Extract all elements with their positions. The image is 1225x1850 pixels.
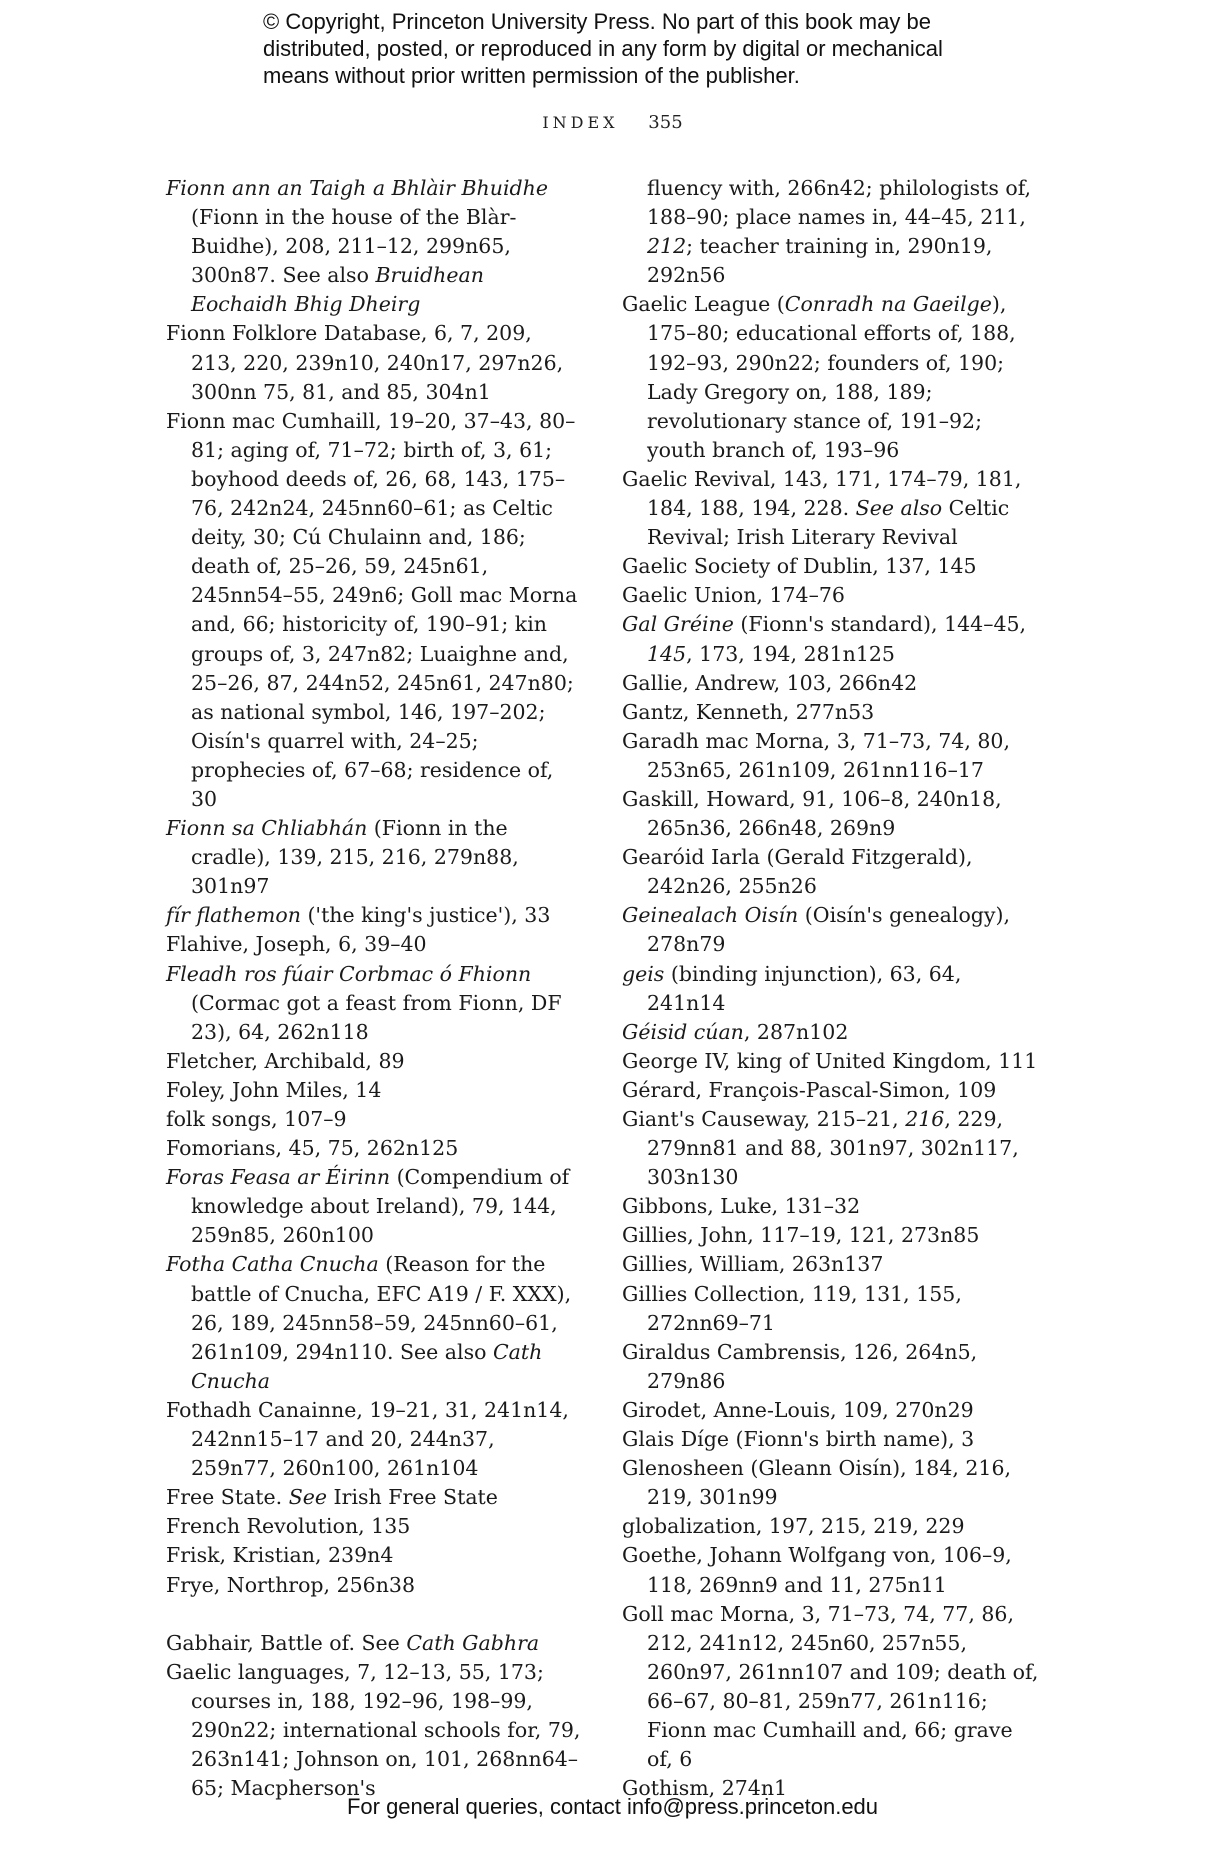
entry-text: (Reason for the battle of Cnucha, EFC A19 / F. XXX), 26, 189, 245nn58–59, 245nn60–61, 261n109, 294n110. See also	[191, 1252, 572, 1364]
index-entry	[622, 1396, 1042, 1425]
index-entry	[166, 174, 582, 319]
index-entry	[622, 1541, 1042, 1599]
entry-text: Frye, Northrop, 256n38	[166, 1572, 416, 1597]
entry-text: Gérard, François-Pascal-Simon, 109	[622, 1077, 997, 1102]
entry-text: ('the king's justice'), 33	[300, 903, 551, 928]
entry-text: Garadh mac Morna, 3, 71–73, 74, 80, 253n65, 261n109, 261nn116–17	[622, 728, 1010, 782]
index-entry	[622, 669, 1042, 698]
entry-italic-text: geis	[622, 961, 665, 986]
entry-text: Foley, John Miles, 14	[166, 1077, 382, 1102]
index-entry	[166, 1629, 582, 1658]
index-entry	[622, 1600, 1042, 1775]
entry-text: Gaelic Society of Dublin, 137, 145	[622, 554, 977, 579]
entry-italic-text: Bruidhean Eochaidh Bhig Dheirg	[191, 263, 484, 317]
entry-text: Giraldus Cambrensis, 126, 264n5, 279n86	[622, 1339, 978, 1393]
entry-text: Glais Díge (Fionn's birth name), 3	[622, 1427, 975, 1452]
entry-text: George IV, king of United Kingdom, 111	[622, 1048, 1038, 1073]
entry-text: , 229, 279nn81 and 88, 301n97, 302n117, 303n130	[647, 1107, 1019, 1190]
index-entry	[166, 1571, 582, 1600]
entry-italic-text: 216	[905, 1107, 945, 1131]
entry-text: Giant's Causeway, 215–21,	[622, 1107, 906, 1131]
page-number: 355	[648, 112, 683, 133]
entry-text: French Revolution, 135	[166, 1514, 411, 1539]
entry-text: (Fionn's standard), 144–45,	[733, 612, 1027, 637]
entry-text: (binding injunction), 63, 64, 241n14	[647, 961, 962, 1015]
index-entry	[622, 1076, 1042, 1105]
entry-italic-text: 212	[647, 234, 687, 259]
entry-italic-text: Conradh na Gaeilge	[784, 292, 992, 317]
entry-text: Gearóid Iarla (Gerald Fitzgerald), 242n26, 255n26	[622, 845, 973, 899]
index-entry	[166, 1163, 582, 1250]
index-entry	[622, 581, 1042, 610]
copyright-line: distributed, posted, or reproduced in any form by digital or mechanical	[263, 36, 943, 61]
entry-text: (Cormac got a feast from Fionn, DF 23), 64, 262n118	[191, 990, 562, 1044]
entry-italic-text: 145	[647, 641, 687, 666]
index-column-right	[622, 174, 1042, 1803]
index-entry	[622, 843, 1042, 901]
entry-italic-text: Fionn sa Chliabhán	[166, 816, 368, 841]
index-entry	[622, 1192, 1042, 1221]
entry-text: ; teacher training in, 290n19, 292n56	[647, 234, 993, 288]
entry-text: Gantz, Kenneth, 277n53	[622, 699, 875, 724]
index-column-left	[166, 174, 582, 1803]
index-entry	[622, 1512, 1042, 1541]
index-entry	[622, 727, 1042, 785]
entry-text: Gabhair, Battle of. See	[166, 1630, 407, 1655]
entry-text: Fletcher, Archibald, 89	[166, 1048, 405, 1073]
index-entry	[166, 1512, 582, 1541]
index-entry	[166, 960, 582, 1047]
entry-text: Gillies, William, 263n137	[622, 1252, 884, 1277]
index-entry	[166, 1076, 582, 1105]
entry-text: Gibbons, Luke, 131–32	[622, 1194, 861, 1219]
entry-text: Gaelic Union, 174–76	[622, 583, 845, 608]
entry-text: Fionn Folklore Database, 6, 7, 209, 213, 220, 239n10, 240n17, 297n26, 300nn 75, 81, and 85, 304n1	[166, 321, 564, 404]
index-entry	[166, 1541, 582, 1570]
index-entry	[622, 1338, 1042, 1396]
index-entry	[166, 1250, 582, 1395]
entry-text: Gillies Collection, 119, 131, 155, 272nn69–71	[622, 1281, 962, 1335]
index-entry	[166, 1047, 582, 1076]
index-entry	[622, 1105, 1042, 1192]
index-entry	[166, 1134, 582, 1163]
entry-text: Gaskill, Howard, 91, 106–8, 240n18, 265n36, 266n48, 269n9	[622, 786, 1002, 841]
entry-text: Fomorians, 45, 75, 262n125	[166, 1136, 459, 1161]
index-entry	[166, 1658, 582, 1803]
index-entry	[166, 930, 582, 959]
entry-text: Girodet, Anne-Louis, 109, 270n29	[622, 1397, 974, 1422]
index-entry	[622, 290, 1042, 465]
entry-text: , 287n102	[743, 1019, 849, 1044]
index-entry	[166, 1483, 582, 1512]
copyright-notice	[263, 8, 1023, 89]
entry-italic-text: Fotha Catha Cnucha	[166, 1252, 379, 1277]
index-entry	[622, 1454, 1042, 1512]
index-entry	[166, 814, 582, 901]
entry-text: Goll mac Morna, 3, 71–73, 74, 77, 86, 212, 241n12, 245n60, 257n55, 260n97, 261nn107 and 109; death of, 66–67, 80–81, 259n77, 261n116; Fionn mac Cumhaill and, 66; grave of, 6	[622, 1601, 1039, 1772]
index-entry	[622, 1250, 1042, 1279]
entry-text: (Fionn in the cradle), 139, 215, 216, 279n88, 301n97	[191, 816, 519, 899]
entry-text: (Compendium of knowledge about Ireland), 79, 144, 259n85, 260n100	[191, 1165, 570, 1248]
entry-text: Gothism, 274n1	[622, 1776, 788, 1801]
entry-italic-text: fír flathemon	[166, 903, 301, 928]
index-entry	[166, 1396, 582, 1483]
index-entry	[166, 901, 582, 930]
entry-italic-text: Fleadh ros fúair Corbmac ó Fhionn	[166, 961, 532, 986]
index-entry	[622, 1280, 1042, 1338]
entry-italic-text: Gal Gréine	[622, 612, 734, 637]
index-entry	[622, 960, 1042, 1018]
entry-text: ), 175–80; educational efforts of, 188, 192–93, 290n22; founders of, 190; Lady Gregory on, 188, 189; revolutionary stance of, 191–92; youth branch of, 193–96	[647, 292, 1016, 462]
index-entry	[622, 785, 1042, 843]
index-entry	[622, 610, 1042, 668]
index-entry	[622, 552, 1042, 581]
entry-text: Fothadh Canainne, 19–21, 31, 241n14, 242nn15–17 and 20, 244n37, 259n77, 260n100, 261n104	[166, 1397, 569, 1481]
entry-text: Goethe, Johann Wolfgang von, 106–9, 118, 269nn9 and 11, 275n11	[622, 1543, 1012, 1597]
letter-group-gap	[166, 1600, 582, 1629]
entry-text: Gaelic League (	[622, 292, 785, 317]
running-head-label: INDEX	[542, 113, 619, 132]
entry-text: Gallie, Andrew, 103, 266n42	[622, 670, 918, 695]
entry-italic-text: See also	[855, 496, 943, 521]
index-entry-continued	[622, 174, 1042, 290]
entry-italic-text: Géisid cúan	[622, 1019, 744, 1044]
entry-text: Fionn mac Cumhaill, 19–20, 37–43, 80–81; aging of, 71–72; birth of, 3, 61; boyhood deeds of, 26, 68, 143, 175–76, 242n24, 245nn60–61; as Celtic deity, 30; Cú Chulainn and, 186; death of, 25–26, 59, 245n61, 245nn54–55, 249n6; Goll mac Morna and, 66; historicity of, 190–91; kin groups of, 3, 247n82; Luaighne and, 25–26, 87, 244n52, 245n61, 247n80; as national symbol, 146, 197–202; Oisín's quarrel with, 24–25; prophecies of, 67–68; residence of, 30	[166, 408, 578, 811]
entry-italic-text: See	[288, 1485, 328, 1510]
entry-text: Gillies, John, 117–19, 121, 273n85	[622, 1223, 980, 1248]
entry-text: Free State.	[166, 1485, 289, 1510]
index-entry	[622, 1047, 1042, 1076]
entry-italic-text: Geinealach Oisín	[622, 903, 799, 928]
index-entry	[622, 1425, 1042, 1454]
entry-italic-text: Cath Gabhra	[406, 1630, 540, 1655]
index-entry	[622, 465, 1042, 552]
entry-italic-text: Cath Cnucha	[191, 1339, 543, 1393]
index-entry	[166, 319, 582, 406]
entry-text: Gaelic languages, 7, 12–13, 55, 173; courses in, 188, 192–96, 198–99, 290n22; international schools for, 79, 263n141; Johnson on, 101, 268nn64–65; Macpherson's	[166, 1659, 581, 1801]
entry-text: (Oisín's genealogy), 278n79	[647, 903, 1011, 957]
entry-text: Flahive, Joseph, 6, 39–40	[166, 932, 427, 957]
index-entry	[622, 698, 1042, 727]
running-head	[0, 112, 1225, 133]
entry-text: (Fionn in the house of the Blàr-Buidhe), 208, 211–12, 299n65, 300n87. See also	[191, 205, 517, 288]
entry-text: Frisk, Kristian, 239n4	[166, 1543, 394, 1568]
entry-text: , 173, 194, 281n125	[686, 641, 895, 666]
index-entry	[622, 1221, 1042, 1250]
entry-text: folk songs, 107–9	[166, 1107, 347, 1131]
entry-text: Glenosheen (Gleann Oisín), 184, 216, 219, 301n99	[622, 1456, 1011, 1510]
footer-contact: For general queries, contact info@press.princeton.edu	[346, 1794, 879, 1819]
entry-text: globalization, 197, 215, 219, 229	[622, 1514, 965, 1539]
copyright-line: means without prior written permission of the publisher.	[263, 63, 800, 88]
index-entry	[166, 1105, 582, 1134]
entry-text: fluency with, 266n42; philologists of, 188–90; place names in, 44–45, 211,	[647, 176, 1032, 230]
index-entry	[622, 1018, 1042, 1047]
index-entry	[622, 901, 1042, 959]
index-entry	[166, 407, 582, 814]
entry-text: Celtic Revival; Irish Literary Revival	[647, 496, 1010, 550]
entry-italic-text: Fionn ann an Taigh a Bhlàir Bhuidhe	[166, 176, 548, 200]
copyright-line: © Copyright, Princeton University Press. No part of this book may be	[263, 9, 931, 34]
entry-text: Gaelic Revival, 143, 171, 174–79, 181, 184, 188, 194, 228.	[622, 466, 1022, 521]
entry-text: Irish Free State	[327, 1485, 498, 1510]
entry-italic-text: Foras Feasa ar Éirinn	[166, 1165, 391, 1190]
